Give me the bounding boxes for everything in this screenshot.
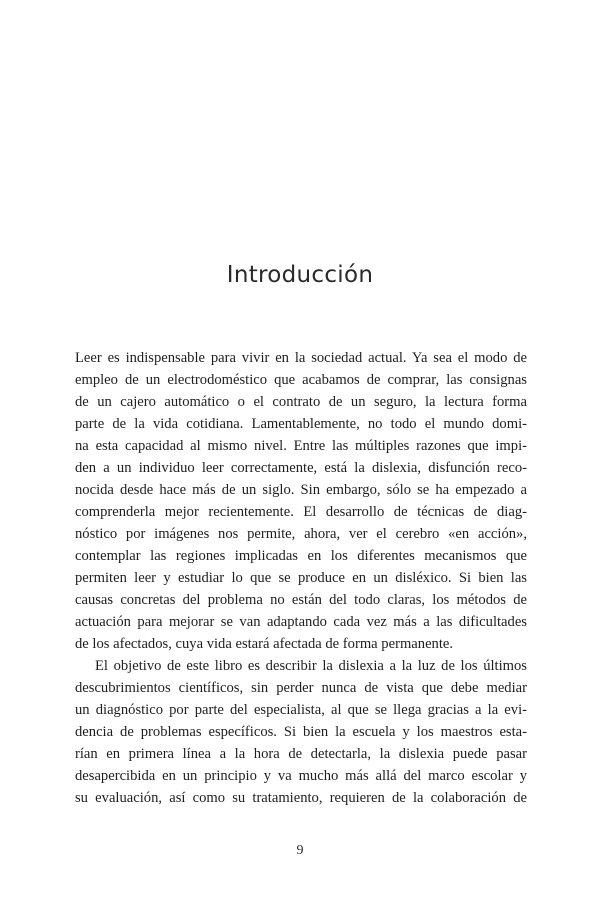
text-line: permiten leer y estudiar lo que se produce en un disléxico. Si bien las <box>75 570 527 586</box>
text-line: causas concretas del problema no están del todo claras, los métodos de <box>75 592 527 608</box>
text-line: contemplar las regiones implicadas en los diferentes mecanismos que <box>75 548 527 564</box>
chapter-title: Introducción <box>226 262 374 288</box>
page-number: 9 <box>296 843 304 858</box>
text-line: comprenderla mejor recientemente. El desarrollo de técnicas de diag- <box>75 504 527 520</box>
text-line: actuación para mejorar se van adaptando cada vez más a las dificultades <box>75 614 527 630</box>
text-line: Leer es indispensable para vivir en la sociedad actual. Ya sea el modo de <box>75 350 527 366</box>
text-line: nocida desde hace más de un siglo. Sin embargo, sólo se ha empezado a <box>75 482 527 498</box>
text-line: El objetivo de este libro es describir la dislexia a la luz de los últimos <box>95 658 527 674</box>
text-line: nóstico por imágenes nos permite, ahora, ver el cerebro «en acción», <box>75 526 527 542</box>
text-line: na esta capacidad al mismo nivel. Entre las múltiples razones que impi- <box>75 438 527 454</box>
text-line: descubrimientos científicos, sin perder nunca de vista que debe mediar <box>75 680 527 696</box>
text-line: empleo de un electrodoméstico que acabamos de comprar, las consignas <box>75 372 527 388</box>
body-text <box>75 347 527 809</box>
paragraph-2 <box>75 655 527 809</box>
text-line: parte de la vida cotidiana. Lamentablemente, no todo el mundo domi- <box>75 416 527 432</box>
paragraph-1 <box>75 347 527 655</box>
text-line: de un cajero automático o el contrato de un seguro, la lectura forma <box>75 394 527 410</box>
text-line: desapercibida en un principio y va mucho más allá del marco escolar y <box>75 768 527 784</box>
text-line: de los afectados, cuya vida estará afectada de forma permanente. <box>75 636 454 652</box>
text-line: un diagnóstico por parte del especialista, al que se llega gracias a la evi- <box>75 702 527 718</box>
text-line: su evaluación, así como su tratamiento, requieren de la colaboración de <box>75 790 527 806</box>
text-line: dencia de problemas específicos. Si bien la escuela y los maestros esta- <box>75 724 527 740</box>
text-line: rían en primera línea a la hora de detectarla, la dislexia puede pasar <box>75 746 527 762</box>
text-line: den a un individuo leer correctamente, está la dislexia, disfunción reco- <box>75 460 527 476</box>
